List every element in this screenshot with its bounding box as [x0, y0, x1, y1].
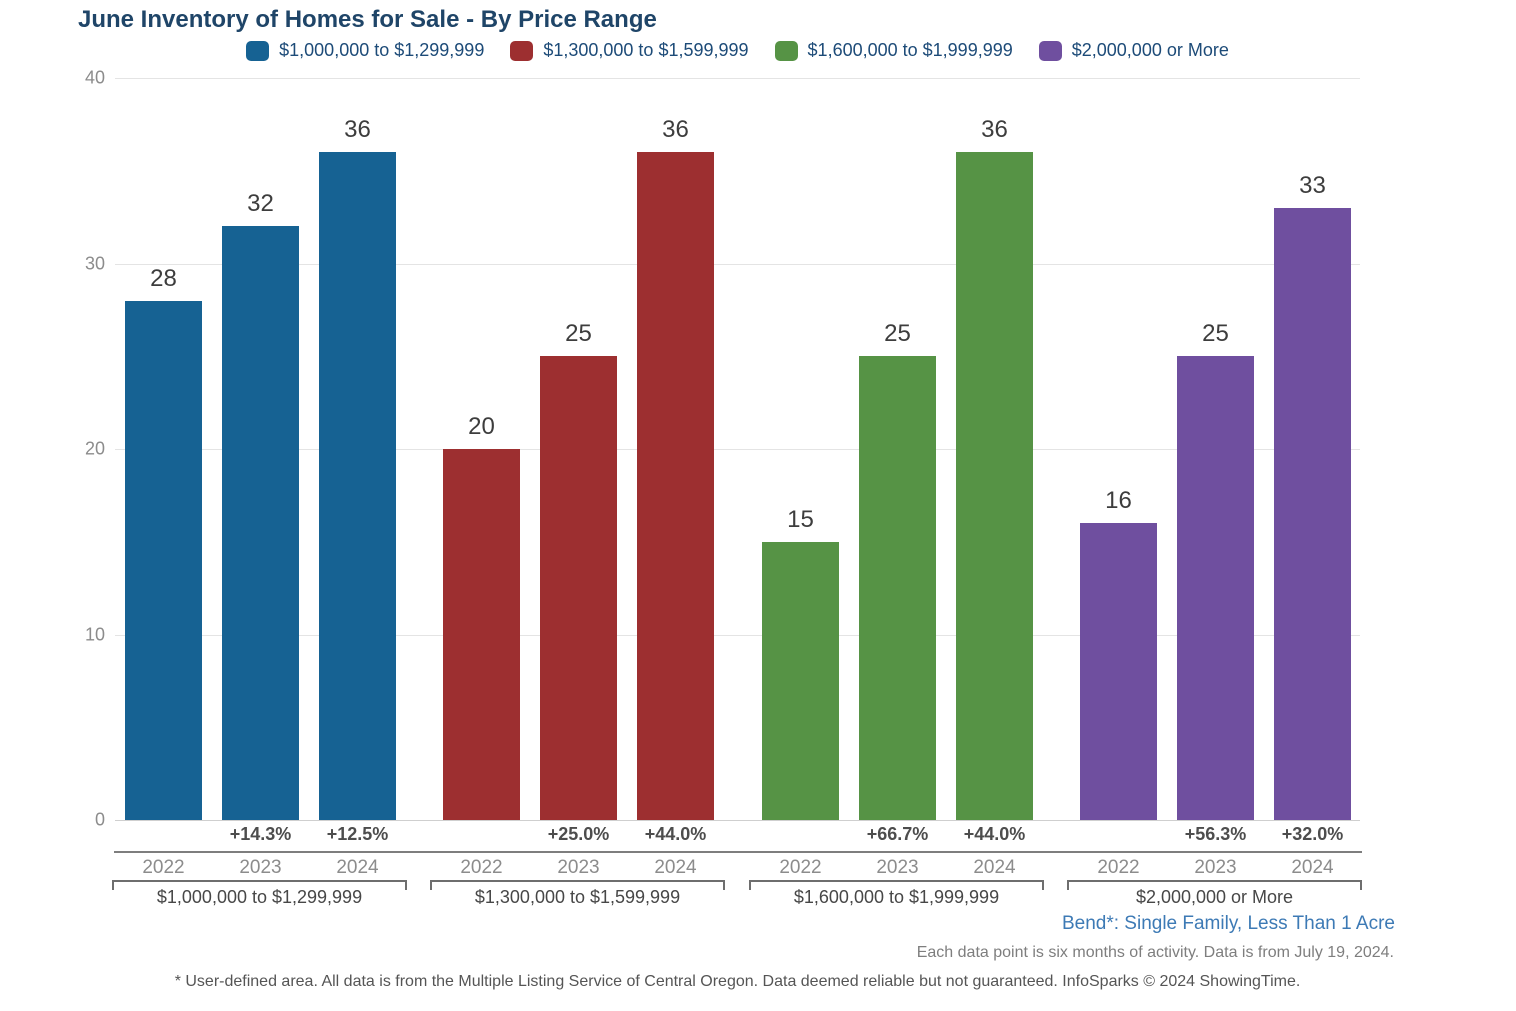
group-label: $1,300,000 to $1,599,999 [474, 887, 681, 907]
bar-2024-group3[interactable] [956, 152, 1033, 820]
pct-change-label: +12.5% [326, 824, 389, 844]
y-axis-tick-label: 40 [84, 67, 105, 88]
pct-change-label: +25.0% [547, 824, 610, 844]
pct-change-label: +32.0% [1281, 824, 1344, 844]
bar-value-label: 32 [247, 190, 274, 217]
bar-value-label: 36 [344, 116, 371, 143]
pct-change-label: +66.7% [866, 824, 929, 844]
chart-title: June Inventory of Homes for Sale - By Price Range [78, 6, 657, 33]
group-label: $1,000,000 to $1,299,999 [156, 887, 363, 907]
legend-swatch-icon [246, 41, 269, 61]
legend-swatch-icon [1039, 41, 1062, 61]
area-note: Bend*: Single Family, Less Than 1 Acre [1061, 913, 1395, 934]
legend-label: $1,000,000 to $1,299,999 [279, 40, 485, 60]
footer-disclaimer: * User-defined area. All data is from the Multiple Listing Service of Central Oregon. Data deemed reliable but not guaranteed. InfoSparks © 2024 ShowingTime. [174, 973, 1301, 990]
gridline-40 [115, 78, 1360, 79]
pct-change-label: +44.0% [644, 824, 707, 844]
bar-2023-group4[interactable] [1177, 356, 1254, 820]
y-axis-tick-label: 20 [84, 438, 105, 459]
bar-value-label: 16 [1105, 487, 1132, 514]
year-tick-label: 2022 [142, 857, 185, 878]
legend-label: $1,600,000 to $1,999,999 [807, 40, 1013, 60]
legend-item-price-range-1[interactable] [246, 40, 484, 61]
gridline-20 [115, 449, 1360, 450]
legend-item-price-range-4[interactable] [1039, 40, 1229, 61]
bar-value-label: 15 [787, 506, 814, 533]
legend-item-price-range-2[interactable] [510, 40, 748, 61]
legend-item-price-range-3[interactable] [775, 40, 1013, 61]
bar-value-label: 28 [150, 265, 177, 292]
pct-change-label: +44.0% [963, 824, 1026, 844]
x-axis-line [114, 851, 1362, 853]
bar-value-label: 33 [1299, 172, 1326, 199]
bar-value-label: 36 [981, 116, 1008, 143]
group-label: $1,600,000 to $1,999,999 [793, 887, 1000, 907]
pct-change-label: +14.3% [229, 824, 292, 844]
y-axis-tick-label: 0 [94, 809, 105, 830]
year-tick-label: 2024 [654, 857, 697, 878]
bar-2024-group4[interactable] [1274, 208, 1351, 820]
bar-2022-group3[interactable] [762, 542, 839, 820]
gridline-10 [115, 635, 1360, 636]
activity-note: Each data point is six months of activity. Data is from July 19, 2024. [916, 944, 1394, 961]
y-axis-tick-label: 30 [84, 253, 105, 273]
group-label: $2,000,000 or More [1135, 887, 1294, 907]
year-tick-label: 2024 [1291, 857, 1334, 878]
legend-swatch-icon [510, 41, 533, 61]
bar-2022-group1[interactable] [125, 301, 202, 820]
legend-label: $1,300,000 to $1,599,999 [543, 40, 749, 60]
year-tick-label: 2024 [336, 857, 379, 878]
year-tick-label: 2023 [557, 857, 600, 878]
bar-value-label: 25 [884, 320, 911, 347]
pct-change-label: +56.3% [1184, 824, 1247, 844]
year-tick-label: 2022 [1097, 857, 1140, 878]
gridline-30 [115, 264, 1360, 265]
year-tick-label: 2022 [779, 857, 822, 878]
legend-swatch-icon [775, 41, 798, 61]
bar-value-label: 25 [1202, 320, 1229, 347]
bar-2023-group1[interactable] [222, 226, 299, 820]
plot-area [84, 67, 1360, 830]
year-tick-label: 2022 [460, 857, 503, 878]
legend-label: $2,000,000 or More [1071, 40, 1229, 60]
bar-2024-group2[interactable] [637, 152, 714, 820]
year-tick-label: 2023 [239, 857, 282, 878]
bar-value-label: 25 [565, 320, 592, 347]
year-tick-label: 2023 [1194, 857, 1237, 878]
year-tick-label: 2024 [973, 857, 1016, 878]
bar-2023-group3[interactable] [859, 356, 936, 820]
bar-value-label: 20 [468, 413, 495, 440]
y-axis-tick-label: 10 [84, 624, 105, 644]
gridline-0 [115, 820, 1360, 821]
bar-2024-group1[interactable] [319, 152, 396, 820]
bar-value-label: 36 [662, 116, 689, 143]
legend [115, 40, 1360, 61]
bar-2022-group4[interactable] [1080, 523, 1157, 820]
year-tick-label: 2023 [876, 857, 919, 878]
bar-2022-group2[interactable] [443, 449, 520, 820]
bar-2023-group2[interactable] [540, 356, 617, 820]
